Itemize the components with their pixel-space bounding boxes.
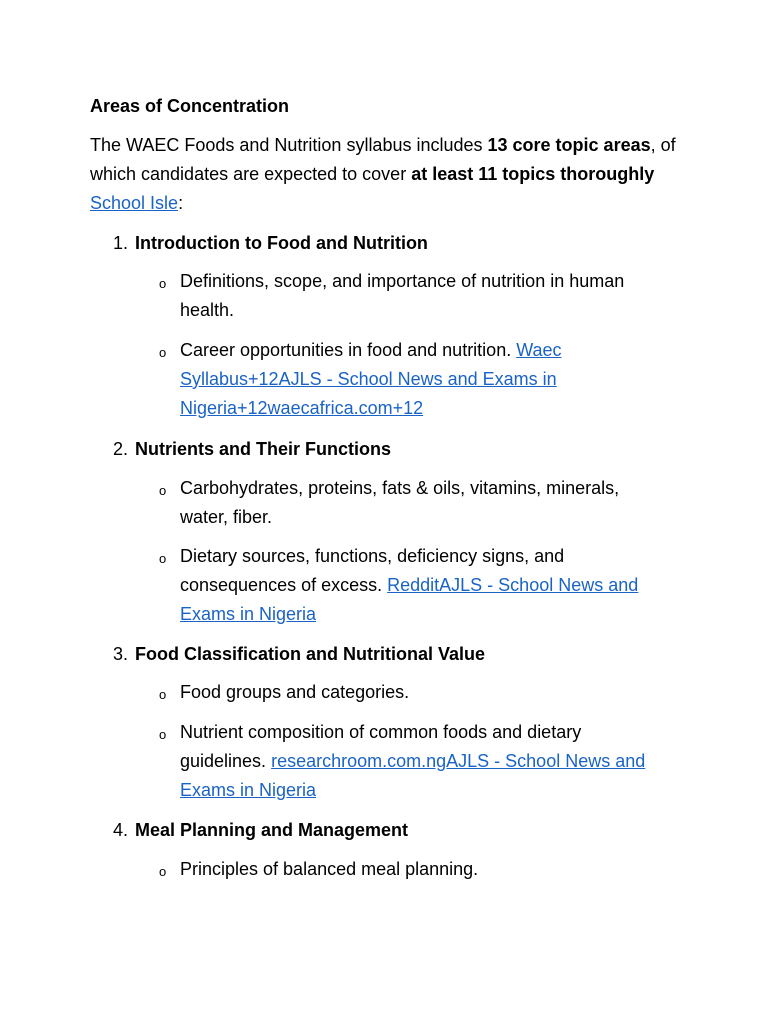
source-link[interactable]: Waec Syllabus+12AJLS - School News and Exams in Nigeria+12waecafrica.com+12 bbox=[180, 340, 562, 418]
topic-title: Introduction to Food and Nutrition bbox=[135, 233, 428, 253]
bullet-text-content: Nutrient composition of common foods and dietary guidelines. bbox=[180, 722, 582, 771]
bullet-text-content: Dietary sources, functions, deficiency signs, and consequences of excess. bbox=[180, 546, 565, 595]
topic-number: 1. bbox=[113, 233, 129, 253]
bullet-marker: o bbox=[159, 687, 167, 702]
bullet-text-content: Carbohydrates, proteins, fats & oils, vitamins, minerals, water, fiber. bbox=[180, 478, 620, 527]
bullet-text-content: Definitions, scope, and importance of nutrition in human health. bbox=[180, 271, 625, 320]
bullet-text bbox=[180, 718, 660, 805]
topic-number: 2. bbox=[113, 439, 129, 459]
bullet-text bbox=[180, 474, 660, 532]
bullet-text bbox=[180, 336, 600, 423]
intro-text-1: The WAEC Foods and Nutrition syllabus includes bbox=[90, 135, 488, 155]
bullet-text bbox=[180, 855, 660, 884]
bullet-text bbox=[180, 267, 660, 325]
bullet-marker: o bbox=[159, 345, 167, 360]
bullet-marker: o bbox=[159, 551, 167, 566]
bullet-marker: o bbox=[159, 276, 167, 291]
topic-number: 3. bbox=[113, 644, 129, 664]
bullet-marker: o bbox=[159, 864, 167, 879]
section-heading: Areas of Concentration bbox=[90, 96, 290, 116]
intro-text-2: , of which candidates are expected to cover bbox=[90, 135, 676, 184]
bullet-marker: o bbox=[159, 483, 167, 498]
bullet-text-content: Career opportunities in food and nutrition. bbox=[180, 340, 517, 360]
topic-number: 4. bbox=[113, 820, 129, 840]
topic-title: Nutrients and Their Functions bbox=[135, 439, 392, 459]
intro-bold-1: 13 core topic areas bbox=[487, 135, 651, 155]
intro-bold-2: at least 11 topics thoroughly bbox=[411, 164, 655, 184]
topic-title: Meal Planning and Management bbox=[135, 820, 409, 840]
bullet-text-content: Food groups and categories. bbox=[180, 682, 410, 702]
source-link[interactable]: researchroom.com.ngAJLS - School News and Exams in Nigeria bbox=[180, 751, 646, 800]
bullet-text bbox=[180, 542, 660, 629]
bullet-text bbox=[180, 678, 660, 707]
intro-text-3: : bbox=[178, 193, 184, 213]
bullet-text-content: Principles of balanced meal planning. bbox=[180, 859, 479, 879]
source-link[interactable]: RedditAJLS - School News and Exams in Nigeria bbox=[180, 575, 639, 624]
topic-title: Food Classification and Nutritional Value bbox=[135, 644, 486, 664]
bullet-marker: o bbox=[159, 727, 167, 742]
intro-source-link[interactable]: School Isle bbox=[90, 193, 179, 213]
intro-paragraph bbox=[90, 131, 690, 218]
